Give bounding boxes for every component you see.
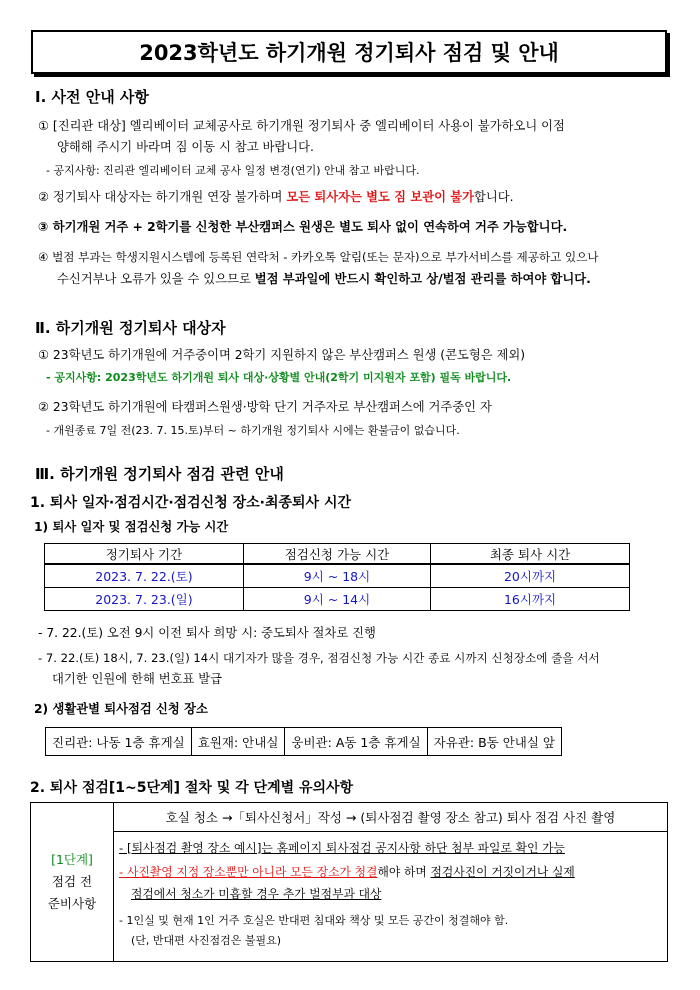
step1-label-step: [1단계]	[51, 852, 93, 867]
s1-item4-line2	[57, 270, 591, 289]
step1-bullet3-line1: - 1인실 및 현재 1인 거주 호실은 반대편 침대와 책상 및 모든 공간이 청결해야 함.	[119, 914, 509, 927]
step1-label-text2: 준비사항	[47, 896, 97, 911]
place-cell: 자유관: B동 안내실 앞	[427, 728, 561, 756]
s1-item3: ③ 하기개원 거주 + 2학기를 신청한 부산캠퍼스 원생은 별도 퇴사 없이 연속하여 거주 가능합니다.	[38, 220, 568, 234]
section-1-heading: Ⅰ. 사전 안내 사항	[35, 88, 149, 106]
s1-item2	[38, 188, 514, 207]
step1-process: 호실 청소 →「퇴사신청서」작성 → (퇴사점검 촬영 장소 참고) 퇴사 점검 사진 촬영	[114, 803, 667, 832]
section-2-heading: Ⅱ. 하기개원 정기퇴사 대상자	[35, 319, 226, 337]
step1-label-text1: 점검 전	[51, 874, 93, 889]
s3-sub1: 1. 퇴사 일자·점검시간·점검신청 장소·최종퇴사 시간	[30, 495, 351, 511]
s1-item4-bold: 벌점 부과일에 반드시 확인하고 상/벌점 관리를 하여야 합니다.	[254, 272, 591, 286]
table-cell: 2023. 7. 23.(일)	[45, 588, 244, 611]
section-3-heading: Ⅲ. 하기개원 정기퇴사 점검 관련 안내	[35, 465, 284, 483]
table-cell: 9시 ~ 14시	[243, 588, 430, 611]
table-cell: 9시 ~ 18시	[243, 564, 430, 588]
step1-label	[31, 803, 114, 961]
place-cell: 진리관: 나동 1층 휴게실	[46, 728, 192, 756]
s3-sub2: 2. 퇴사 점검[1~5단계] 절차 및 각 단계별 유의사항	[30, 780, 354, 796]
s1-item4-line1: ④ 벌점 부과는 학생지원시스템에 등록된 연락처 - 카카오톡 알림(또는 문자)으로 부가서비스를 제공하고 있으나	[38, 250, 599, 264]
s2-item2-note: - 개원종료 7일 전(23. 7. 15.토)부터 ~ 하기개원 정기퇴사 시에는 환불금이 없습니다.	[46, 424, 460, 437]
s1-item2-text: ② 정기퇴사 대상자는 하기개원 연장 불가하며	[38, 190, 283, 204]
s2-item1: ① 23학년도 하기개원에 거주중이며 2학기 지원하지 않은 부산캠퍼스 원생 (콘도형은 제외)	[38, 348, 526, 362]
step1-bullet2-line2: 점검에서 청소가 미흡할 경우 추가 벌점부과 대상	[131, 887, 382, 901]
s3-note2-line1: - 7. 22.(토) 18시, 7. 23.(일) 14시 대기자가 많을 경우, 점검신청 가능 시간 종료 시까지 신청장소에 줄을 서서	[38, 651, 600, 665]
table-row	[45, 564, 630, 588]
place-cell: 효원재: 안내실	[191, 728, 285, 756]
table-cell: 2023. 7. 22.(토)	[45, 564, 244, 588]
step1-bullet1: - [퇴사점검 촬영 장소 예시]는 홈페이지 퇴사점검 공지사항 하단 첨부 파일로 확인 가능	[119, 841, 565, 855]
table-row	[46, 728, 562, 756]
s2-item1-note: - 공지사항: 2023학년도 하기개원 퇴사 대상·상황별 안내(2학기 미지원자 포함) 필독 바랍니다.	[46, 371, 512, 384]
step1-bullet2-line1	[119, 863, 575, 882]
table-row	[45, 588, 630, 611]
step1-bullet2-underline: 점검사진이 거짓이거나 실제	[430, 865, 575, 879]
page-title: 2023학년도 하기개원 정기퇴사 점검 및 안내	[31, 30, 667, 74]
s3-sub1-1: 1) 퇴사 일자 및 점검신청 가능 시간	[34, 520, 229, 534]
s3-sub1-2: 2) 생활관별 퇴사점검 신청 장소	[34, 702, 208, 716]
place-cell: 웅비관: A동 1층 휴게실	[285, 728, 427, 756]
s3-note2-line2: 대기한 인원에 한해 번호표 발급	[52, 672, 223, 686]
s1-item1-note: - 공지사항: 진리관 엘리베이터 교체 공사 일정 변경(연기) 안내 참고 바랍니다.	[46, 164, 420, 177]
s1-item1-text: ① [진리관 대상] 엘리베이터 교체공사로 하기개원 정기퇴사 중 엘리베이터 사용이 불가하오니 이점	[38, 119, 565, 133]
table-cell: 16시까지	[431, 588, 630, 611]
step1-bullet2-mid: 해야 하며	[377, 865, 427, 879]
table-header-row	[45, 544, 630, 565]
s1-item2-end: 합니다.	[474, 190, 514, 204]
s1-item4-text: 수신거부나 오류가 있을 수 있으므로	[57, 272, 251, 286]
table-header-cell: 정기퇴사 기간	[45, 544, 244, 565]
s2-item2: ② 23학년도 하기개원에 타캠퍼스원생·방학 단기 거주자로 부산캠퍼스에 거주중인 자	[38, 400, 492, 414]
s1-item1-line1	[38, 117, 565, 136]
s3-note1: - 7. 22.(토) 오전 9시 이전 퇴사 희망 시: 중도퇴사 절차로 진행	[38, 626, 376, 640]
table-header-cell: 점검신청 가능 시간	[243, 544, 430, 565]
schedule-table	[44, 543, 630, 611]
step1-bullet3-line2: (단, 반대편 사진점검은 불필요)	[131, 934, 282, 947]
places-table	[45, 727, 562, 756]
step1-bullet2-red: - 사진촬영 지정 장소뿐만 아니라 모든 장소가 청결	[119, 865, 378, 879]
step1-box	[30, 802, 668, 962]
s1-item1-line2: 양해해 주시기 바라며 짐 이동 시 참고 바랍니다.	[57, 140, 314, 154]
table-header-cell: 최종 퇴사 시간	[431, 544, 630, 565]
table-cell: 20시까지	[431, 564, 630, 588]
s1-item2-red: 모든 퇴사자는 별도 짐 보관이 불가	[286, 190, 475, 204]
